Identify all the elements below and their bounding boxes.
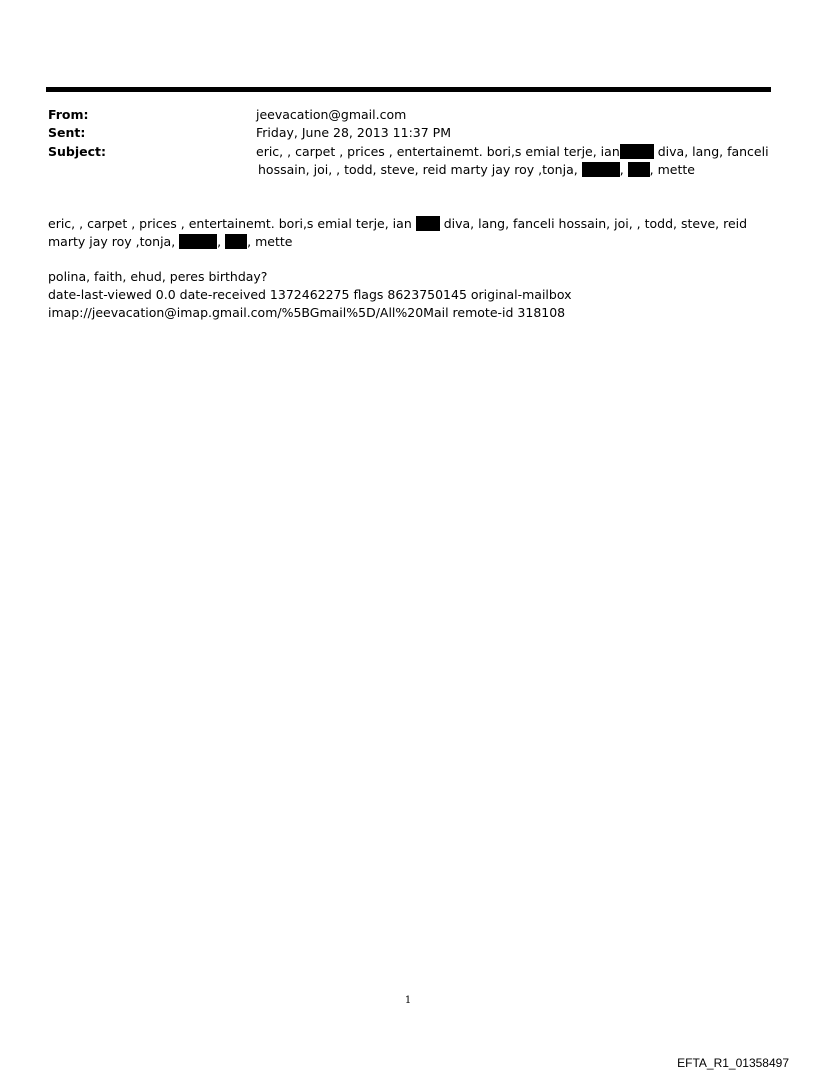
redaction-block — [628, 162, 650, 177]
subject-line-2 — [258, 161, 695, 179]
from-value: jeevacation@gmail.com — [256, 107, 407, 122]
header-divider — [46, 87, 771, 92]
subject-line-1-text-b: diva, lang, fanceli — [653, 144, 769, 159]
sent-value: Friday, June 28, 2013 11:37 PM — [256, 125, 451, 140]
body-paragraph-2-line-3: imap://jeevacation@imap.gmail.com/%5BGmail%5D/All%20Mail remote-id 318108 — [48, 305, 566, 320]
sent-label: Sent: — [48, 125, 86, 140]
page-number: 1 — [404, 995, 412, 1006]
body-line-2-text-c: , mette — [247, 234, 293, 249]
body-paragraph-2-line-2: date-last-viewed 0.0 date-received 1372462275 flags 8623750145 original-mailbox — [48, 287, 572, 302]
redaction-block — [225, 234, 247, 249]
redaction-block — [582, 162, 620, 177]
body-line-1-text-a: eric, , carpet , prices , entertainemt. bori,s emial terje, ian — [48, 216, 412, 231]
body-paragraph-2-line-1: polina, faith, ehud, peres birthday? — [48, 269, 268, 284]
body-paragraph-1-line-1 — [48, 215, 747, 233]
body-line-1-text-b: diva, lang, fanceli hossain, joi, , todd, steve, reid — [439, 216, 748, 231]
body-line-2-text-b: , — [217, 234, 222, 249]
subject-line-1-text-a: eric, , carpet , prices , entertainemt. bori,s emial terje, ian — [256, 144, 620, 159]
subject-line-2-text-b: , — [619, 162, 624, 177]
redaction-block — [179, 234, 217, 249]
redaction-block — [620, 144, 654, 159]
redaction-block — [416, 216, 440, 231]
subject-line-2-text-c: , mette — [649, 162, 695, 177]
subject-line-2-text-a: hossain, joi, , todd, steve, reid marty jay roy ,tonja, — [258, 162, 578, 177]
subject-label: Subject: — [48, 144, 106, 159]
body-line-2-text-a: marty jay roy ,tonja, — [48, 234, 176, 249]
document-id: EFTA_R1_01358497 — [677, 1056, 789, 1070]
body-paragraph-1-line-2 — [48, 233, 292, 251]
from-label: From: — [48, 107, 89, 122]
subject-line-1 — [256, 143, 769, 161]
